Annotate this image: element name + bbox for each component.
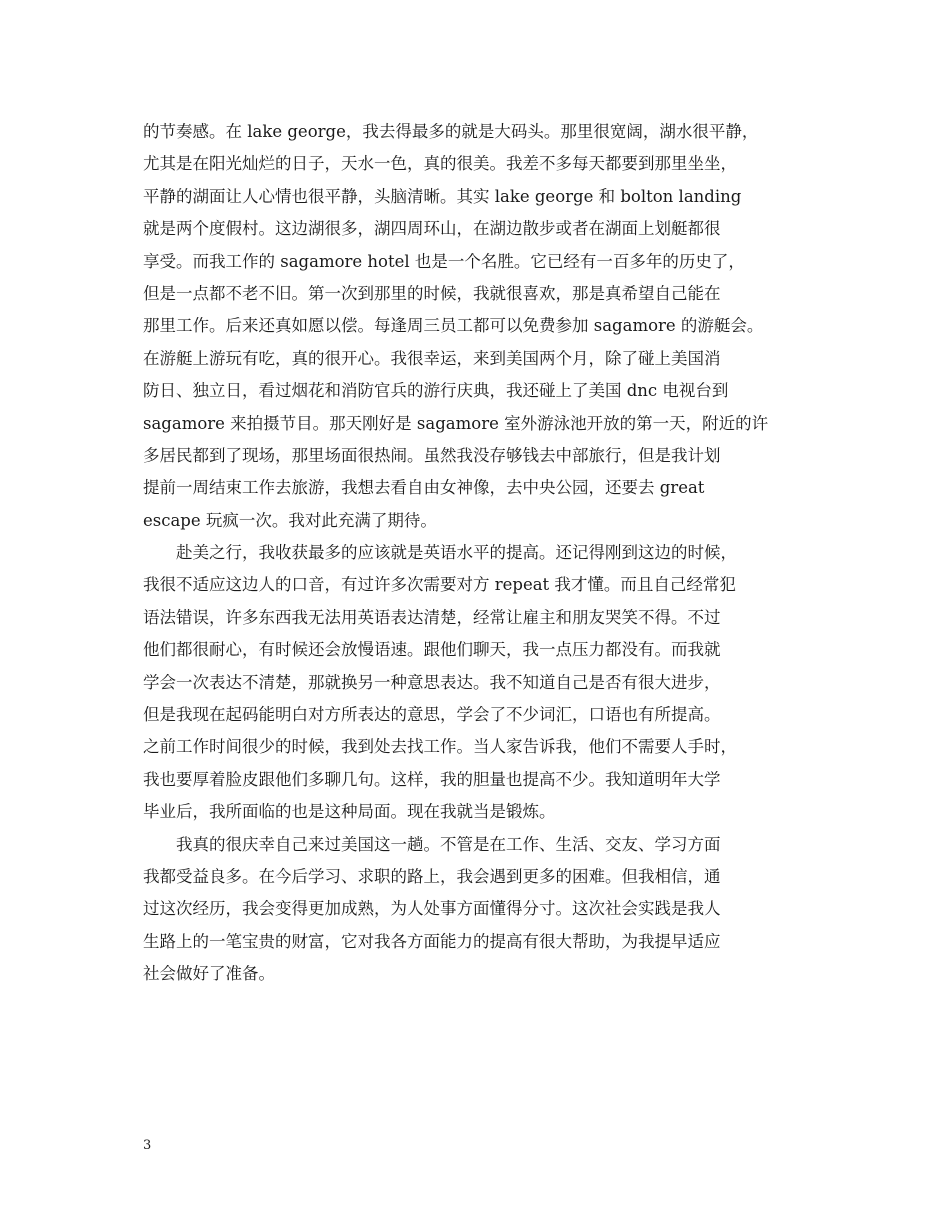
text-line: 但是一点都不老不旧。第一次到那里的时候，我就很喜欢，那是真希望自己能在: [143, 283, 721, 303]
text-line: 我真的很庆幸自己来过美国这一趟。不管是在工作、生活、交友、学习方面: [176, 834, 721, 854]
text-line: 提前一周结束工作去旅游，我想去看自由女神像，去中央公园，还要去 great: [143, 478, 705, 498]
text-line: 生路上的一笔宝贵的财富，它对我各方面能力的提高有很大帮助，为我提早适应: [143, 931, 721, 951]
text-line: 学会一次表达不清楚，那就换另一种意思表达。我不知道自己是否有很大进步，: [143, 672, 721, 692]
text-line: escape 玩疯一次。我对此充满了期待。: [143, 510, 437, 530]
text-line: 之前工作时间很少的时候，我到处去找工作。当人家告诉我，他们不需要人手时，: [143, 737, 737, 757]
text-line: 语法错误，许多东西我无法用英语表达清楚，经常让雇主和朋友哭笑不得。不过: [143, 607, 721, 627]
text-line: 毕业后，我所面临的也是这种局面。现在我就当是锻炼。: [143, 802, 556, 822]
text-line: 就是两个度假村。这边湖很多，湖四周环山，在湖边散步或者在湖面上划艇都很: [143, 219, 721, 239]
text-line: 平静的湖面让人心情也很平静，头脑清晰。其实 lake george 和 bolton landing: [143, 186, 742, 206]
text-line: 在游艇上游玩有吃，真的很开心。我很幸运，来到美国两个月，除了碰上美国消: [143, 348, 721, 368]
text-line: 社会做好了准备。: [143, 964, 275, 984]
text-line: 多居民都到了现场，那里场面很热闹。虽然我没存够钱去中部旅行，但是我计划: [143, 445, 721, 465]
text-line: 我也要厚着脸皮跟他们多聊几句。这样，我的胆量也提高不少。我知道明年大学: [143, 769, 721, 789]
text-line: 他们都很耐心，有时候还会放慢语速。跟他们聊天，我一点压力都没有。而我就: [143, 640, 721, 660]
text-line: 享受。而我工作的 sagamore hotel 也是一个名胜。它已经有一百多年的历史了，: [143, 251, 745, 271]
text-line: 过这次经历，我会变得更加成熟，为人处事方面懂得分寸。这次社会实践是我人: [143, 899, 721, 919]
text-line: 的节奏感。在 lake george，我去得最多的就是大码头。那里很宽阔，湖水很平静，: [143, 122, 759, 141]
text-line: sagamore 来拍摄节目。那天刚好是 sagamore 室外游泳池开放的第一天，附近的许: [143, 413, 769, 433]
text-line: 赴美之行，我收获最多的应该就是英语水平的提高。还记得刚到这边的时候，: [176, 543, 737, 563]
text-line: 我都受益良多。在今后学习、求职的路上，我会遇到更多的困难。但我相信，通: [143, 866, 721, 886]
text-line: 但是我现在起码能明白对方所表达的意思，学会了不少词汇，口语也有所提高。: [143, 705, 721, 725]
text-line: 防日、独立日，看过烟花和消防官兵的游行庆典，我还碰上了美国 dnc 电视台到: [143, 381, 729, 401]
text-line: 那里工作。后来还真如愿以偿。每逢周三员工都可以免费参加 sagamore 的游艇会。: [143, 316, 764, 336]
text-line: 我很不适应这边人的口音，有过许多次需要对方 repeat 我才懂。而且自己经常犯: [143, 575, 736, 595]
body-text: [143, 116, 833, 991]
page-number: 3: [143, 1138, 152, 1153]
text-line: 尤其是在阳光灿烂的日子，天水一色，真的很美。我差不多每天都要到那里坐坐，: [143, 154, 737, 174]
